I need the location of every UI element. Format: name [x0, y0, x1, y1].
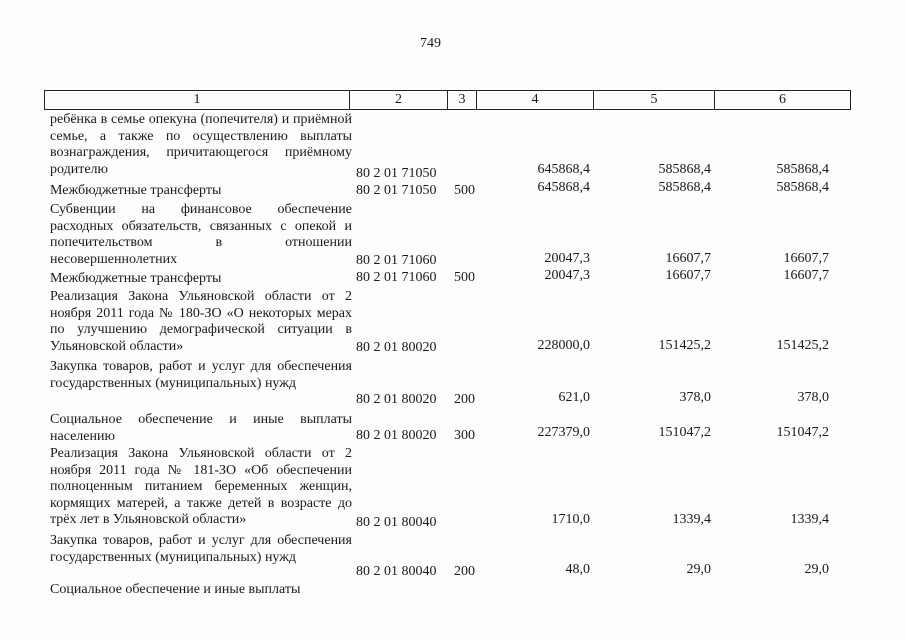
row-value-6: 1339,4	[790, 512, 829, 527]
row-value-4: 1710,0	[551, 512, 590, 527]
row-value-6: 29,0	[804, 562, 829, 577]
row-description: ребёнка в семье опекуна (попечителя) и приёмной семье, а также по осуществлению выплаты вознаграждения, причитающегося приёмному родителю	[50, 112, 352, 177]
page-number: 749	[420, 36, 441, 51]
row-code: 80 2 01 71060	[356, 270, 437, 285]
row-code: 80 2 01 80020	[356, 340, 437, 355]
row-value-4: 228000,0	[537, 338, 590, 353]
row-code: 80 2 01 80020	[356, 428, 437, 443]
table-header	[44, 90, 851, 110]
row-value-4: 645868,4	[537, 162, 590, 177]
header-col-6: 6	[779, 92, 786, 107]
row-value-4: 20047,3	[544, 268, 590, 283]
header-col-2: 2	[350, 91, 448, 109]
row-value-6: 378,0	[797, 390, 829, 405]
row-value-6: 585868,4	[776, 162, 829, 177]
row-code: 80 2 01 80040	[356, 564, 437, 579]
row-description: Социальное обеспечение и иные выплаты	[50, 582, 301, 597]
row-vr: 200	[454, 392, 475, 407]
header-col-3: 3	[448, 91, 477, 109]
row-value-5: 16607,7	[665, 268, 711, 283]
row-value-4: 621,0	[558, 390, 590, 405]
row-value-6: 151425,2	[776, 338, 829, 353]
row-value-4: 645868,4	[537, 180, 590, 195]
row-code: 80 2 01 80020	[356, 392, 437, 407]
row-value-6: 151047,2	[776, 425, 829, 440]
row-vr: 500	[454, 270, 475, 285]
row-value-5: 151425,2	[658, 338, 711, 353]
row-description: Межбюджетные трансферты	[50, 183, 222, 198]
row-value-5: 29,0	[686, 562, 711, 577]
row-value-5: 378,0	[679, 390, 711, 405]
row-vr: 300	[454, 428, 475, 443]
row-vr: 200	[454, 564, 475, 579]
row-description: Закупка товаров, работ и услуг для обеспечения государственных (муниципальных) нужд	[50, 533, 352, 565]
row-value-4: 20047,3	[544, 251, 590, 266]
header-col-1: 1	[45, 91, 350, 109]
row-value-4: 227379,0	[537, 425, 590, 440]
row-code: 80 2 01 80040	[356, 515, 437, 530]
row-value-6: 585868,4	[776, 180, 829, 195]
row-description: Социальное обеспечение и иные выплаты населению	[50, 412, 352, 444]
row-value-5: 16607,7	[665, 251, 711, 266]
row-vr: 500	[454, 183, 475, 198]
row-description: Субвенции на финансовое обеспечение расходных обязательств, связанных с опекой и попечительством в отношении несовершеннолетних	[50, 202, 352, 267]
row-description: Межбюджетные трансферты	[50, 271, 222, 286]
header-col-4: 4	[477, 91, 594, 109]
row-value-4: 48,0	[565, 562, 590, 577]
row-description: Закупка товаров, работ и услуг для обеспечения государственных (муниципальных) нужд	[50, 359, 352, 391]
row-code: 80 2 01 71060	[356, 253, 437, 268]
row-value-6: 16607,7	[783, 268, 829, 283]
row-value-6: 16607,7	[783, 251, 829, 266]
row-description: Реализация Закона Ульяновской области от 2 ноября 2011 года № 181-ЗО «Об обеспечении полноценным питанием беременных женщин, кормящих матерей, а также детей в возрасте до трёх лет в Ульяновской области»	[50, 446, 352, 528]
row-value-5: 585868,4	[658, 162, 711, 177]
row-code: 80 2 01 71050	[356, 183, 437, 198]
row-code: 80 2 01 71050	[356, 166, 437, 181]
row-value-5: 1339,4	[672, 512, 711, 527]
row-value-5: 151047,2	[658, 425, 711, 440]
header-col-5: 5	[594, 91, 715, 109]
row-description: Реализация Закона Ульяновской области от 2 ноября 2011 года № 180-ЗО «О некоторых мерах по улучшению демографической ситуации в Ульяновской области»	[50, 289, 352, 354]
row-value-5: 585868,4	[658, 180, 711, 195]
